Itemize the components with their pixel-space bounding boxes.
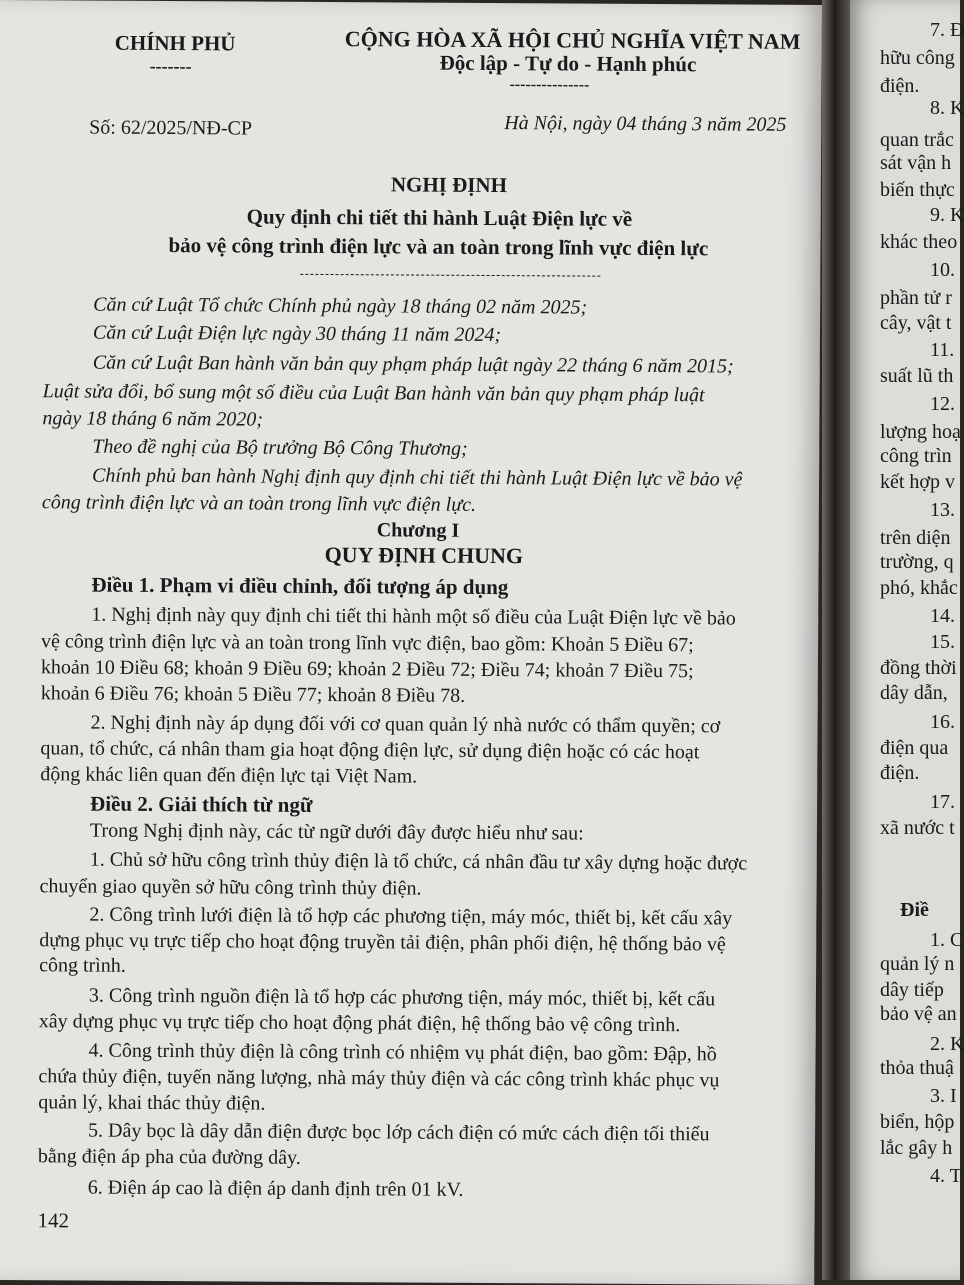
right-page-fragment: 9. K <box>930 204 964 226</box>
article-1-line: khoản 10 Điều 68; khoản 9 Điều 69; khoản 2 Điều 72; Điều 74; khoản 7 Điều 75; <box>40 656 694 683</box>
article-2-line: chuyển giao quyền sở hữu công trình thủy điện. <box>39 875 422 900</box>
right-page-fragment: 12. <box>930 393 955 415</box>
right-page-fragment: 14. <box>930 605 955 627</box>
article-1-line: quan, tổ chức, cá nhân tham gia hoạt động điện lực, sử dụng điện hoặc có các hoạt <box>40 737 700 764</box>
article-2-line: 2. Công trình lưới điện là tổ hợp các phương tiện, máy móc, thiết bị, kết cấu xây <box>89 903 733 930</box>
right-page-fragment: biến thực <box>880 179 955 201</box>
right-page-fragment: sát vận h <box>880 152 952 174</box>
right-page-fragment: xã nước t <box>880 817 955 839</box>
right-page-fragment: 15. <box>930 631 955 653</box>
article-2-line: 4. Công trình thủy điện là công trình có nhiệm vụ phát điện, bao gồm: Đập, hồ <box>88 1039 717 1066</box>
right-page-fragment: hữu công <box>880 47 955 69</box>
right-page-fragment: bảo vệ an <box>880 1003 957 1025</box>
right-page-fragment: điện qua <box>880 737 949 759</box>
preamble-line: Căn cứ Luật Ban hành văn bản quy phạm pháp luật ngày 22 tháng 6 năm 2015; <box>92 351 734 378</box>
article-1-line: khoản 6 Điều 76; khoản 5 Điều 77; khoản 8 Điều 78. <box>40 682 466 707</box>
book-gutter <box>822 0 850 1280</box>
right-page-fragment: 17. <box>930 791 955 813</box>
republic-title: CỘNG HÒA XÃ HỘI CHỦ NGHĨA VIỆT NAM <box>344 26 801 54</box>
motto-rule: --------------- <box>509 76 590 94</box>
right-page-fragment: 2. K <box>930 1033 964 1055</box>
article-1-line: 1. Nghị định này quy định chi tiết thi hành một số điều của Luật Điện lực về bảo <box>91 603 736 630</box>
right-page-fragment: khác theo <box>880 231 958 253</box>
right-page-fragment: phần tử r <box>880 287 952 309</box>
right-page-fragment: trường, q <box>880 551 954 573</box>
article-2-line: dựng phục vụ trực tiếp cho hoạt động truyền tải điện, phân phối điện, hệ thống bảo vệ <box>39 929 726 956</box>
article-2-line: chứa thủy điện, tuyến năng lượng, nhà máy thủy điện và các công trình khác phục vụ <box>38 1065 720 1092</box>
article-1-line: vệ công trình điện lực và an toàn trong lĩnh vực điện, bao gồm: Khoản 5 Điều 67; <box>41 630 694 657</box>
article-1-heading: Điều 1. Phạm vi điều chỉnh, đối tượng áp dụng <box>91 572 509 600</box>
agency-rule: ------- <box>149 55 192 77</box>
right-page-edge <box>850 0 964 1280</box>
article-2-line: 3. Công trình nguồn điện là tổ hợp các phương tiện, máy móc, thiết bị, kết cấu <box>88 984 716 1011</box>
article-1-line: 2. Nghị định này áp dụng đối với cơ quan quản lý nhà nước có thẩm quyền; cơ <box>90 711 721 738</box>
chapter-name: QUY ĐỊNH CHUNG <box>324 541 524 569</box>
right-page-fragment: 1. C <box>930 929 964 951</box>
right-page-fragment: dây tiếp <box>880 979 944 1001</box>
right-page-fragment: điện. <box>880 75 920 97</box>
preamble-line: công trình điện lực và an toàn trong lĩnh vực điện lực. <box>41 491 477 516</box>
article-2-line: xây dựng phục vụ trực tiếp cho hoạt động phát điện, hệ thống bảo vệ công trình. <box>38 1010 681 1037</box>
preamble-line: Luật sửa đổi, bổ sung một số điều của Luật Ban hành văn bản quy phạm pháp luật <box>42 380 705 407</box>
title-line-2: bảo vệ công trình điện lực và an toàn trong lĩnh vực điện lực <box>168 233 709 261</box>
document-number: Số: 62/2025/NĐ-CP <box>89 116 253 140</box>
right-page-fragment: 11. <box>930 339 955 361</box>
article-2-heading: Điều 2. Giải thích từ ngữ <box>90 791 313 817</box>
article-2-line: 1. Chủ sở hữu công trình thủy điện là tổ chức, cá nhân đầu tư xây dựng hoặc được <box>89 848 748 875</box>
right-page-fragment: suất lũ th <box>880 365 954 387</box>
right-page-fragment: lượng hoạ <box>880 421 961 443</box>
agency-name: CHÍNH PHỦ <box>114 30 236 56</box>
right-page-fragment: Điề <box>900 899 929 921</box>
national-motto: Độc lập - Tự do - Hạnh phúc <box>439 50 697 77</box>
right-page-fragment: lắc gây h <box>880 1137 953 1159</box>
title-rule <box>300 274 600 277</box>
right-page-fragment: công trìn <box>880 445 952 467</box>
right-page-fragment: quản lý n <box>880 953 955 975</box>
place-and-date: Hà Nội, ngày 04 tháng 3 năm 2025 <box>504 112 787 136</box>
right-page-fragment: 7. Đ <box>930 19 964 41</box>
right-page-fragment: thỏa thuậ <box>880 1057 954 1079</box>
article-1-line: động khác liên quan đến điện lực tại Việt Nam. <box>40 763 418 788</box>
right-page-fragment: kết hợp v <box>880 471 956 493</box>
preamble-line: ngày 18 tháng 6 năm 2020; <box>42 407 264 431</box>
article-2-line: công trình. <box>39 954 126 977</box>
right-page-fragment: điện. <box>880 762 920 784</box>
right-page-fragment: 4. T <box>930 1165 962 1187</box>
right-page-fragment: phó, khắc <box>880 577 958 599</box>
right-page-fragment: cây, vật t <box>880 312 952 334</box>
right-page-fragment: dây dẫn, <box>880 682 948 704</box>
right-page-fragment: 10. <box>930 259 955 281</box>
preamble-line: Căn cứ Luật Điện lực ngày 30 tháng 11 năm 2024; <box>92 321 502 347</box>
right-page-fragment: biển, hộp <box>880 1111 955 1133</box>
right-page-fragment: 3. I <box>930 1085 957 1107</box>
document-type: NGHỊ ĐỊNH <box>390 172 508 198</box>
preamble-line: Theo đề nghị của Bộ trưởng Bộ Công Thương; <box>92 435 468 460</box>
article-2-line: 5. Dây bọc là dây dẫn điện được bọc lớp cách điện có mức cách điện tối thiểu <box>88 1119 710 1146</box>
chapter-number: Chương I <box>376 519 460 542</box>
right-page-fragment: 8. K <box>930 97 964 119</box>
right-page-fragment: quan trắc <box>880 129 954 151</box>
right-page-fragment: đồng thời <box>880 657 957 679</box>
preamble-line: Căn cứ Luật Tổ chức Chính phủ ngày 18 tháng 02 năm 2025; <box>93 293 588 319</box>
right-page-fragment: 16. <box>930 711 955 733</box>
page-number: 142 <box>37 1208 70 1233</box>
title-line-1: Quy định chi tiết thi hành Luật Điện lực về <box>246 204 633 231</box>
article-2-line: 6. Điện áp cao là điện áp danh định trên 01 kV. <box>87 1176 464 1201</box>
article-2-line: Trong Nghị định này, các từ ngữ dưới đây được hiểu như sau: <box>89 819 584 845</box>
article-2-line: quản lý, khai thác thủy điện. <box>38 1091 266 1115</box>
article-2-line: bằng điện áp pha của đường dây. <box>37 1145 301 1169</box>
preamble-line: Chính phủ ban hành Nghị định quy định chi tiết thi hành Luật Điện lực về bảo vệ <box>92 464 743 491</box>
right-page-fragment: trên diện <box>880 527 951 549</box>
right-page-fragment: 13. <box>930 499 955 521</box>
